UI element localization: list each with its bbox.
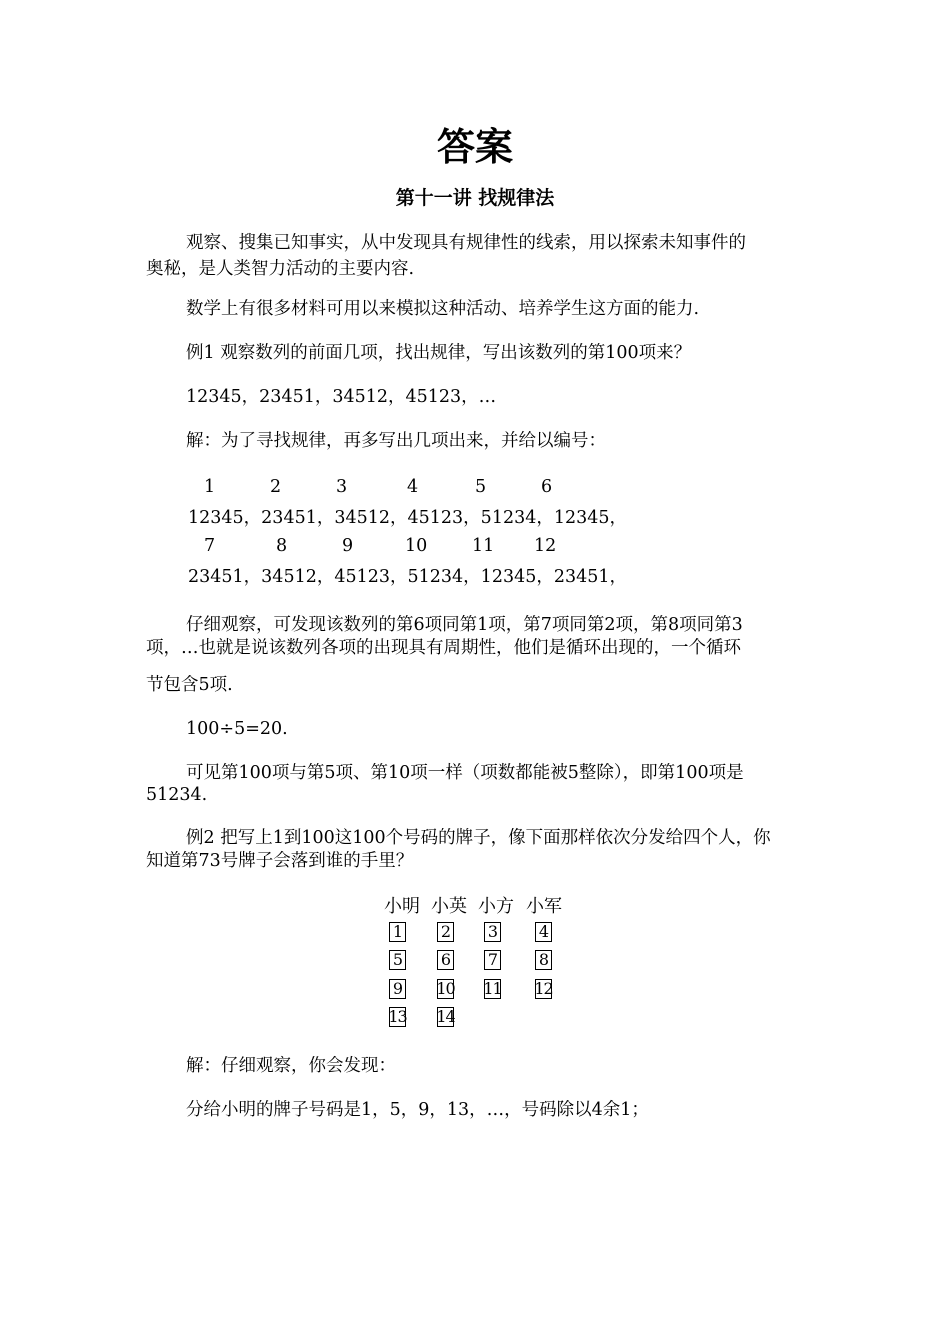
card-box: 11 [483, 979, 502, 998]
recipient-name-xiaojun: 小军 [526, 896, 562, 917]
index-label: 5 [475, 477, 487, 497]
example-2-solution-intro: 解：仔细观察，你会发现： [186, 1056, 396, 1076]
card-box: 13 [388, 1007, 407, 1026]
page-title: 答案 [436, 125, 513, 169]
card-box: 4 [535, 922, 552, 942]
card-box: 2 [437, 922, 454, 942]
division-calculation: 100÷5=20. [186, 719, 288, 739]
terms-row-1: 12345，23451，34512，45123，51234，12345， [188, 508, 628, 528]
card-box: 8 [535, 950, 552, 970]
index-label: 8 [276, 536, 288, 556]
example-1-question: 例1 观察数列的前面几项，找出规律，写出该数列的第100项来？ [186, 343, 692, 363]
observation-line-2: 项，…也就是说该数列各项的出现具有周期性，他们是循环出现的，一个循环 [146, 638, 741, 658]
recipient-name-xiaofang: 小方 [478, 896, 514, 917]
index-label: 10 [405, 536, 428, 556]
index-label: 11 [472, 536, 495, 556]
index-label: 9 [342, 536, 354, 556]
example-2-line-2: 知道第73号牌子会落到谁的手里？ [146, 851, 414, 871]
card-box: 7 [484, 950, 501, 970]
card-box: 12 [534, 979, 553, 998]
lecture-title: 第十一讲 找规律法 [395, 187, 555, 209]
index-label: 3 [336, 477, 348, 497]
card-box: 1 [389, 922, 406, 942]
card-box: 3 [484, 922, 501, 942]
card-box: 5 [389, 950, 406, 970]
index-label: 6 [541, 477, 553, 497]
index-label: 1 [204, 477, 216, 497]
card-box: 9 [389, 979, 406, 999]
card-box: 6 [437, 950, 454, 970]
index-label: 2 [270, 477, 282, 497]
card-box: 14 [436, 1007, 455, 1026]
xiaoming-card-rule: 分给小明的牌子号码是1，5，9，13，…，号码除以4余1； [186, 1100, 649, 1120]
observation-line-3: 节包含5项. [146, 675, 233, 695]
terms-row-2: 23451，34512，45123，51234，12345，23451， [188, 567, 628, 587]
index-label: 12 [534, 536, 557, 556]
card-box: 10 [436, 979, 455, 998]
index-label: 4 [407, 477, 419, 497]
observation-line-1: 仔细观察，可发现该数列的第6项同第1项，第7项同第2项，第8项同第3 [186, 615, 743, 635]
intro-paragraph-line-2: 奥秘，是人类智力活动的主要内容. [146, 259, 415, 279]
recipient-name-xiaoying: 小英 [431, 896, 467, 917]
example-1-sequence: 12345，23451，34512，45123，… [186, 387, 497, 407]
index-label: 7 [204, 536, 216, 556]
recipient-name-xiaoming: 小明 [384, 896, 420, 917]
intro-paragraph-line-1: 观察、搜集已知事实，从中发现具有规律性的线索，用以探索未知事件的 [186, 233, 746, 253]
conclusion-line-1: 可见第100项与第5项、第10项一样（项数都能被5整除），即第100项是 [186, 763, 744, 783]
conclusion-line-2: 51234. [146, 785, 208, 805]
intro-paragraph-2: 数学上有很多材料可用以来模拟这种活动、培养学生这方面的能力. [186, 299, 700, 319]
example-1-solution-intro: 解：为了寻找规律，再多写出几项出来，并给以编号： [186, 431, 606, 451]
example-2-line-1: 例2 把写上1到100这100个号码的牌子，像下面那样依次分发给四个人，你 [186, 828, 771, 848]
